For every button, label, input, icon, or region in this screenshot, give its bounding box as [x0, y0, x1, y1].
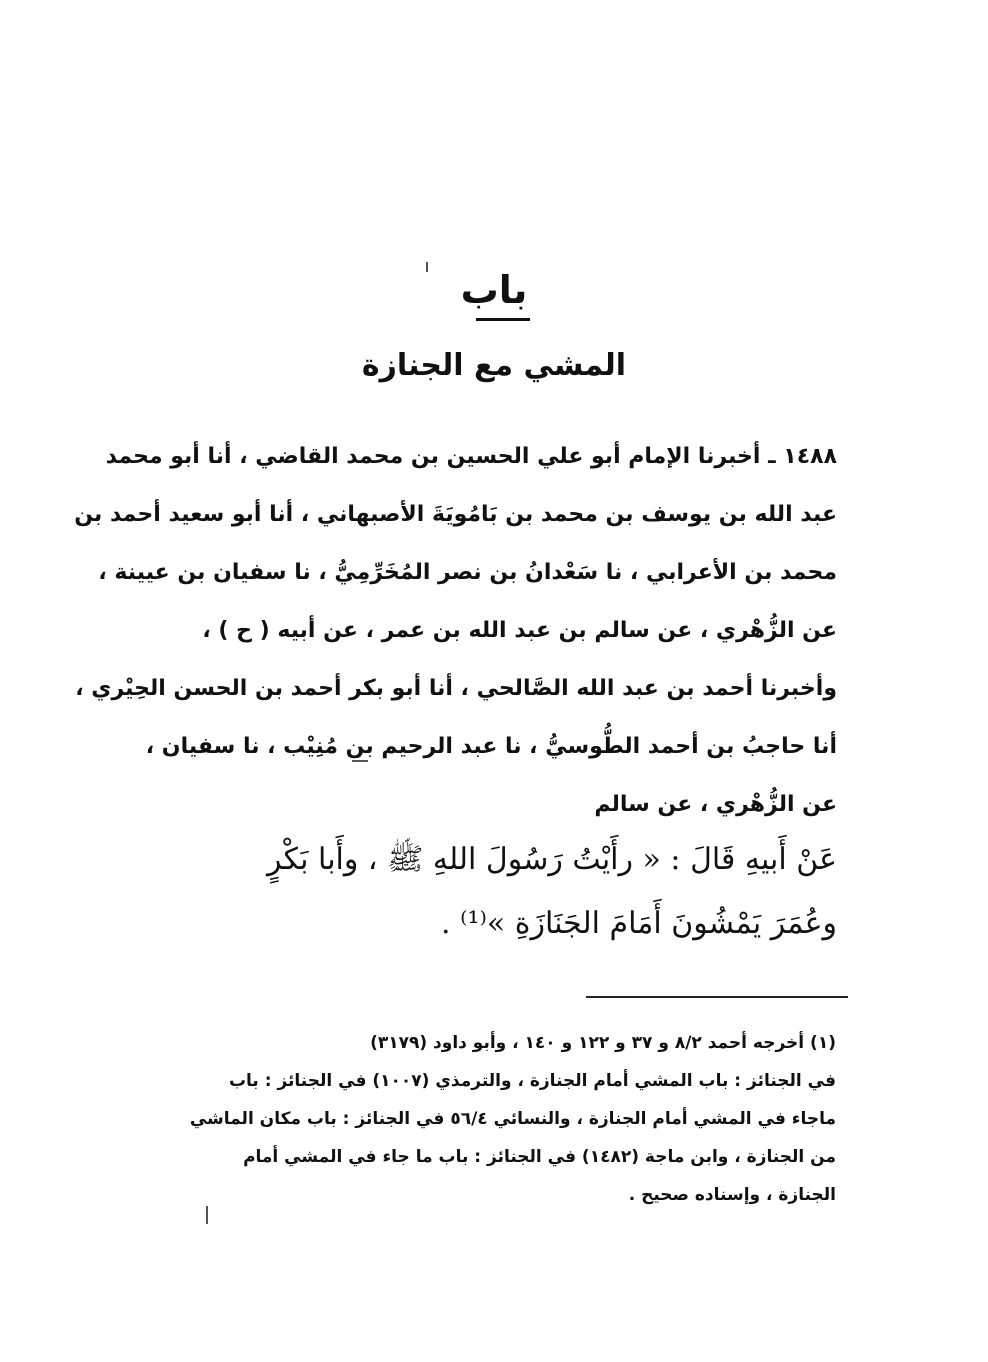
- isnad-line: عن الزُّهْري ، عن سالم بن عبد الله بن عمر ، عن أبيه ( ح ) ،: [202, 618, 837, 643]
- isnad-line: ١٤٨٨ ـ أخبرنا الإمام أبو علي الحسين بن محمد القاضي ، أنا أبو محمد: [105, 444, 837, 469]
- scan-speck: [426, 262, 428, 272]
- footnote-separator: [586, 996, 848, 998]
- scan-speck: [206, 1206, 208, 1224]
- hadith-text: [183, 828, 837, 956]
- footnote-line: (١) أخرجه أحمد ٨/٢ و ٣٧ و ١٢٢ و ١٤٠ ، وأبو داود (٣١٧٩): [370, 1033, 836, 1053]
- isnad-line: عبد الله بن يوسف بن محمد بن بَامُويَةَ الأصبهاني ، أنا أبو سعيد أحمد بن: [74, 502, 837, 527]
- isnad-line: محمد بن الأعرابي ، نا سَعْدانُ بن نصر المُخَرِّمِيُّ ، نا سفيان بن عيينة ،: [98, 560, 837, 585]
- footnote: [189, 1024, 836, 1214]
- footnote-line: الجنازة ، وإسناده صحيح .: [628, 1185, 836, 1205]
- isnad-paragraph: [74, 428, 837, 834]
- footnote-line: من الجنازة ، وابن ماجة (١٤٨٢) في الجنائز : باب ما جاء في المشي أمام: [243, 1147, 836, 1167]
- hadith-line: وعُمَرَ يَمْشُونَ أَمَامَ الجَنَازَةِ »⁽¹⁾ .: [441, 906, 837, 941]
- hadith-line: عَنْ أَبيهِ قَالَ : « رأَيْتُ رَسُولَ اللهِ ﷺ ، وأَبا بَكْرٍ: [267, 842, 837, 877]
- isnad-line: عن الزُّهْري ، عن سالم: [594, 792, 837, 817]
- chapter-underline: [476, 318, 530, 321]
- isnad-line: وأخبرنا أحمد بن عبد الله الصَّالحي ، أنا أبو بكر أحمد بن الحسن الحِيْري ،: [75, 676, 837, 701]
- scan-speck: [352, 760, 368, 762]
- isnad-line: أنا حاجبُ بن أحمد الطُّوسيُّ ، نا عبد الرحيم بن مُنِيْب ، نا سفيان ،: [145, 734, 837, 759]
- footnote-line: في الجنائز : باب المشي أمام الجنازة ، والترمذي (١٠٠٧) في الجنائز : باب: [228, 1071, 836, 1091]
- chapter-title: المشي مع الجنازة: [361, 348, 627, 383]
- footnote-line: ماجاء في المشي أمام الجنازة ، والنسائي ٥٦/٤ في الجنائز : باب مكان الماشي: [189, 1109, 836, 1129]
- chapter-label: باب: [460, 268, 528, 312]
